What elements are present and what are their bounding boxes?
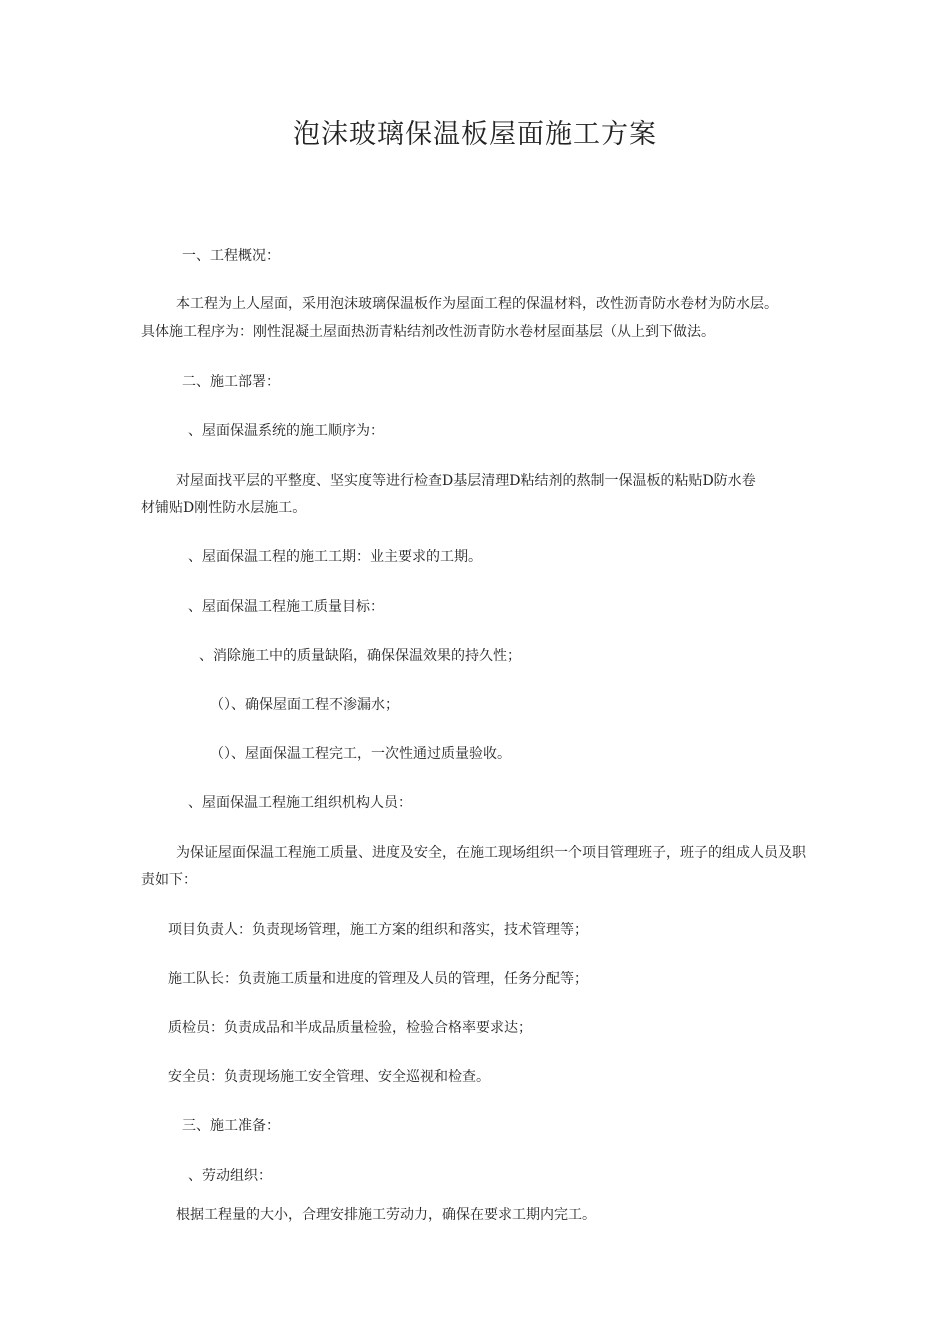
list-item: （）、屋面保温工程完工，一次性通过质量验收。 bbox=[210, 746, 511, 762]
subheading-line: 、屋面保温系统的施工顺序为： bbox=[188, 423, 384, 439]
section-heading-overview: 一、工程概况： bbox=[182, 248, 280, 264]
paragraph-line: 具体施工程序为：刚性混凝土屋面热沥青粘结剂改性沥青防水卷材屋面基层（从上到下做法。 bbox=[141, 324, 715, 340]
paragraph-line: 责如下： bbox=[141, 872, 197, 888]
staff-line: 施工队长：负责施工质量和进度的管理及人员的管理，任务分配等； bbox=[168, 971, 588, 987]
paragraph-line: 根据工程量的大小，合理安排施工劳动力，确保在要求工期内完工。 bbox=[176, 1207, 596, 1223]
staff-line: 质检员：负责成品和半成品质量检验，检验合格率要求达； bbox=[168, 1020, 532, 1036]
paragraph-line: 对屋面找平层的平整度、坚实度等进行检查D基层清理D粘结剂的熬制一保温板的粘贴D防水卷 bbox=[176, 473, 756, 489]
list-item: 、消除施工中的质量缺陷，确保保温效果的持久性； bbox=[199, 648, 521, 664]
paragraph-line: 材铺贴D刚性防水层施工。 bbox=[141, 500, 307, 516]
staff-line: 项目负责人：负责现场管理，施工方案的组织和落实，技术管理等； bbox=[168, 922, 588, 938]
paragraph-line: 为保证屋面保温工程施工质量、进度及安全，在施工现场组织一个项目管理班子，班子的组成人员及职 bbox=[176, 845, 806, 861]
subheading-line: 、屋面保温工程施工组织机构人员： bbox=[188, 795, 412, 811]
section-heading-deployment: 二、施工部署： bbox=[182, 374, 280, 390]
subheading-line: 、屋面保温工程的施工工期：业主要求的工期。 bbox=[188, 549, 482, 565]
list-item: （）、确保屋面工程不渗漏水； bbox=[210, 697, 399, 713]
staff-line: 安全员：负责现场施工安全管理、安全巡视和检查。 bbox=[168, 1069, 490, 1085]
paragraph-line: 本工程为上人屋面，采用泡沫玻璃保温板作为屋面工程的保温材料，改性沥青防水卷材为防水层。 bbox=[176, 296, 778, 312]
subheading-line: 、屋面保温工程施工质量目标： bbox=[188, 599, 384, 615]
document-title: 泡沫玻璃保温板屋面施工方案 bbox=[293, 119, 657, 150]
subheading-line: 、劳动组织： bbox=[188, 1168, 272, 1184]
section-heading-preparation: 三、施工准备： bbox=[182, 1118, 280, 1134]
